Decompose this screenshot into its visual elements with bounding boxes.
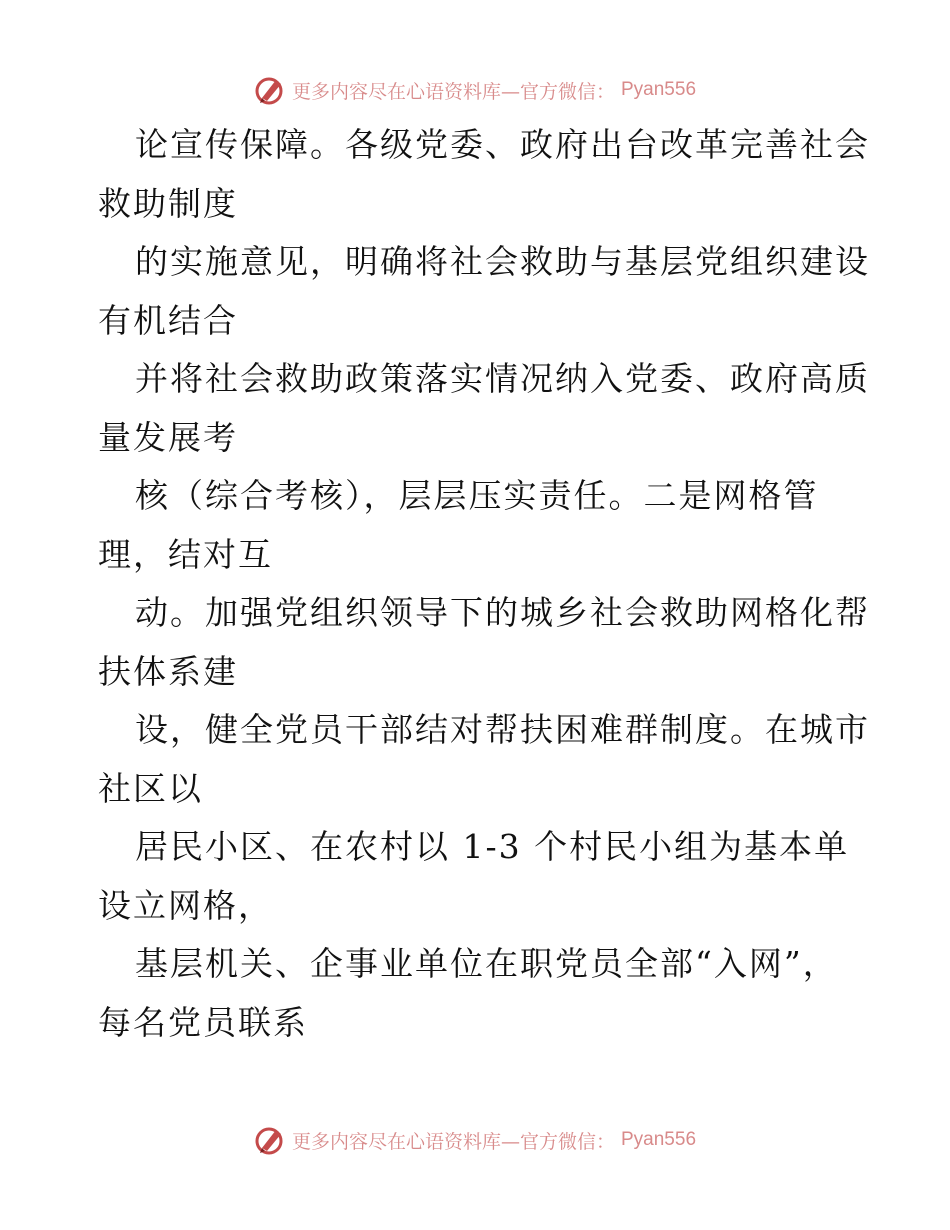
text-line: 每名党员联系 [98,1002,308,1042]
watermark-text: 更多内容尽在心语资料库—官方微信： [291,1130,615,1153]
text-line: 设，健全党员干部结对帮扶困难群制度。在城市 [135,710,870,749]
text-line: 动。加强党组织领导下的城乡社会救助网格化帮 [135,593,870,632]
watermark-wechat-id: Pyan556 [621,79,697,100]
pen-logo-icon [254,1124,286,1156]
text-line: 救助制度 [98,183,238,223]
watermark-text: 更多内容尽在心语资料库—官方微信： [291,80,615,103]
pen-logo-icon [254,74,286,106]
text-line: 设立网格， [98,885,273,925]
text-line: 核（综合考核），层层压实责任。二是网格管 [135,476,819,515]
text-line: 基层机关、企事业单位在职党员全部“入网”， [135,944,838,983]
text-line: 居民小区、在农村以 1-3 个村民小组为基本单 [135,827,850,866]
text-line: 量发展考 [98,417,238,457]
watermark-wechat-id: Pyan556 [621,1129,697,1150]
text-line: 并将社会救助政策落实情况纳入党委、政府高质 [135,359,870,398]
text-line: 的实施意见，明确将社会救助与基层党组织建设 [135,242,870,281]
body-text [98,116,870,1052]
footer-watermark [0,1124,950,1156]
text-line: 理，结对互 [98,534,273,574]
text-line: 有机结合 [98,300,238,340]
text-line: 论宣传保障。各级党委、政府出台改革完善社会 [135,125,870,164]
text-line: 社区以 [98,768,203,808]
text-line: 扶体系建 [98,651,238,691]
header-watermark [0,74,950,106]
